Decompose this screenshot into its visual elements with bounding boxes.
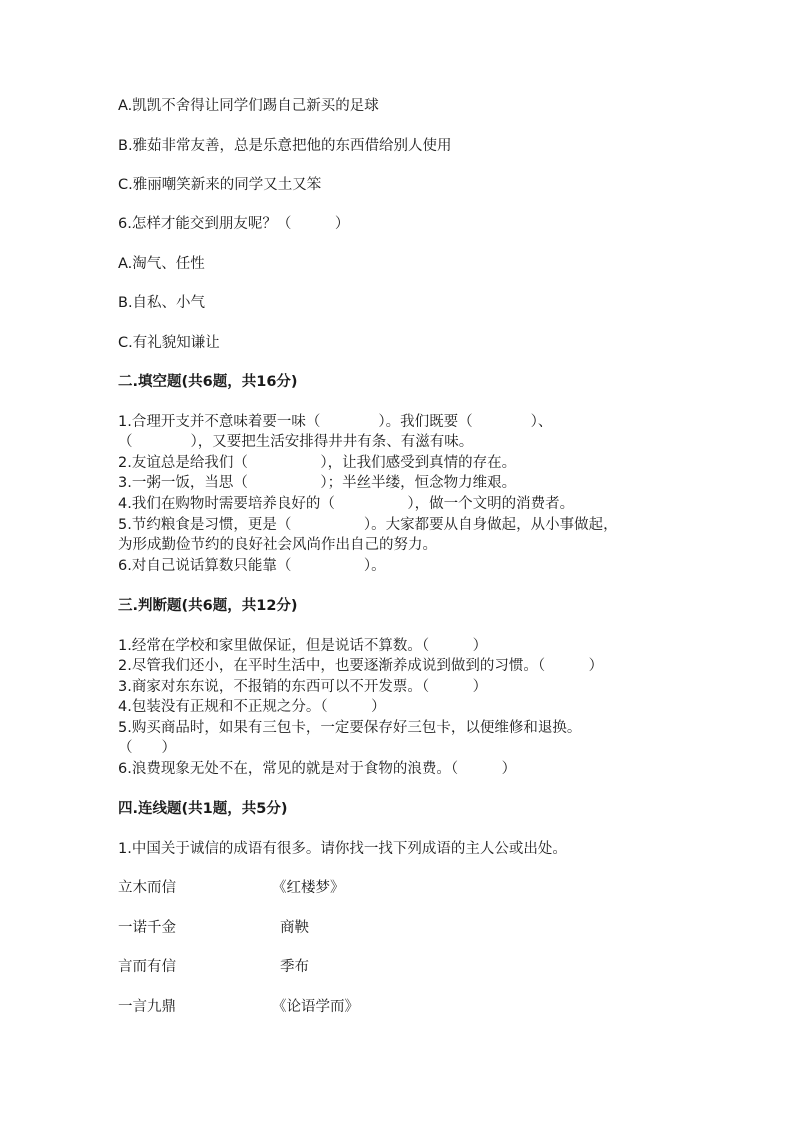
- option-a: A.凯凯不舍得让同学们踢自己新买的足球: [118, 98, 379, 114]
- question-6-option-b: B.自私、小气: [118, 295, 206, 311]
- question-6-option-c: C.有礼貌知谦让: [118, 335, 220, 351]
- matching-right-item: 商鞅: [280, 920, 309, 936]
- judge-line: 4.包装没有正规和不正规之分。（ ）: [118, 699, 386, 715]
- judge-line: 5.购买商品时，如果有三包卡，一定要保存好三包卡，以便维修和退换。: [118, 720, 582, 736]
- question-6-option-a: A.淘气、任性: [118, 256, 205, 272]
- fill-line: 1.合理开支并不意味着要一味（ ）。我们既要（ ）、: [118, 414, 553, 430]
- fill-line: 4.我们在购物时需要培养良好的（ ），做一个文明的消费者。: [118, 496, 575, 512]
- matching-right-item: 《红楼梦》: [272, 880, 345, 896]
- matching-left-item: 言而有信: [118, 959, 176, 975]
- fill-line: 为形成勤俭节约的良好社会风尚作出自己的努力。: [118, 537, 437, 553]
- fill-line: （ ），又要把生活安排得井井有条、有滋有味。: [118, 434, 474, 450]
- section-heading-judge: 三.判断题(共6题，共12分): [118, 598, 298, 614]
- fill-line: 3.一粥一饭，当思（ ）；半丝半缕，恒念物力维艰。: [118, 475, 517, 491]
- fill-line: 5.节约粮食是习惯，更是（ ）。大家都要从自身做起，从小事做起，: [118, 517, 618, 533]
- judge-line: 3.商家对东东说，不报销的东西可以不开发票。（ ）: [118, 679, 488, 695]
- fill-line: 6.对自己说话算数只能靠（ ）。: [118, 558, 386, 574]
- judge-line: （ ）: [118, 740, 176, 756]
- question-6-stem: 6.怎样才能交到朋友呢？（ ）: [118, 216, 350, 232]
- section-heading-matching: 四.连线题(共1题，共5分): [118, 801, 288, 817]
- matching-left-item: 立木而信: [118, 880, 176, 896]
- judge-line: 6.浪费现象无处不在，常见的就是对于食物的浪费。（ ）: [118, 761, 517, 777]
- matching-right-item: 季布: [280, 959, 309, 975]
- fill-line: 2.友谊总是给我们（ ），让我们感受到真情的存在。: [118, 455, 517, 471]
- option-c: C.雅丽嘲笑新来的同学又土又笨: [118, 177, 322, 193]
- matching-left-item: 一诺千金: [118, 920, 176, 936]
- judge-line: 1.经常在学校和家里做保证，但是说话不算数。（ ）: [118, 638, 488, 654]
- matching-prompt: 1.中国关于诚信的成语有很多。请你找一找下列成语的主人公或出处。: [118, 841, 567, 857]
- matching-right-item: 《论语学而》: [272, 999, 359, 1015]
- matching-left-item: 一言九鼎: [118, 999, 176, 1015]
- judge-line: 2.尽管我们还小，在平时生活中，也要逐渐养成说到做到的习惯。（ ）: [118, 658, 604, 674]
- option-b: B.雅茹非常友善，总是乐意把他的东西借给别人使用: [118, 138, 452, 154]
- section-heading-fill-blank: 二.填空题(共6题，共16分): [118, 374, 298, 390]
